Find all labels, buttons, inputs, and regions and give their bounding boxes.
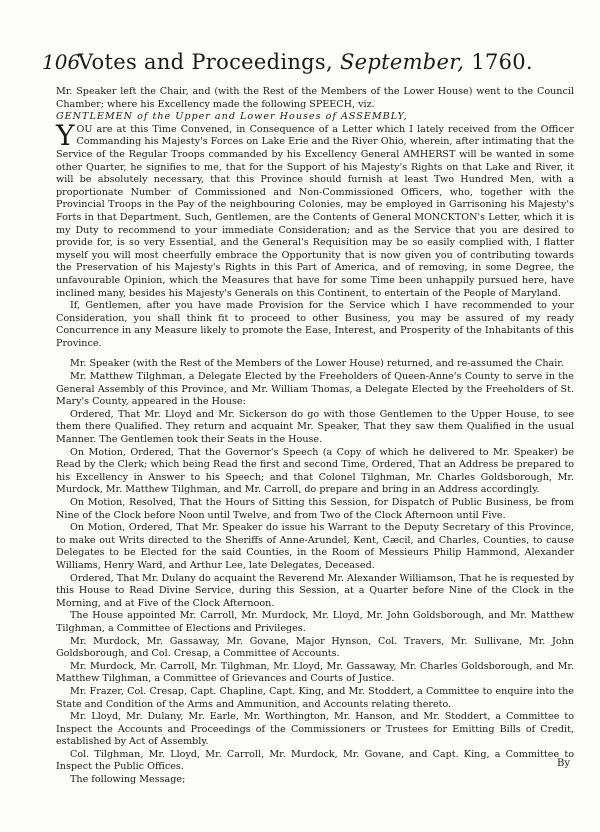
paragraph-hours: On Motion, Resolved, That the Hours of Sitting this Session, for Dispatch of Public Business, be from Nine of the Clock before Noon until Twelve, and from Two of the Clock Afternoon until Five. xyxy=(56,497,574,521)
paragraph-speech-2: If, Gentlemen, after you have made Provision for the Service which I have recommended to your Consideration, you shall think fit to proceed to other Business, you may be assured of my ready Concurrence in any Measure likely to promote the Ease, Interest, and Prosperity of the Inhabitants of this Province. xyxy=(56,300,574,349)
paragraph-message: The following Message; xyxy=(70,774,186,786)
paragraph-return: Mr. Speaker (with the Rest of the Members of the Lower House) returned, and re-assumed the Chair. xyxy=(70,358,564,370)
title-month: September, xyxy=(339,50,465,74)
paragraph-bills-committee: Mr. Lloyd, Mr. Dulany, Mr. Earle, Mr. Worthington, Mr. Hanson, and Mr. Stoddert, a Committee to Inspect the Accounts and Proceedings of the Commissioners or Trustees for Emitting Bills of Credit, established by Act of Assembly. xyxy=(56,711,574,748)
paragraph-speech-1 xyxy=(56,118,574,300)
speech-1-text: OU are at this Time Convened, in Consequence of a Letter which I lately received from the Officer Commanding his Majesty's Forces on Lake Erie and the River Ohio, wherein, after intimating that the Service of the Regular Troops commanded by his Excellency General AMHERST will be wanted in some other Quarter, he signifies to me, that for the Support of his Majesty's Rights on that Lake and River, it will be absolutely necessary, that this Province should furnish at least Two Hundred Men, with a proportionate Number of Commissioned and Non-Commissioned Officers, who, together with the Provincial Troops in the Pay of the neighbouring Colonies, may be employed in Garrisoning his Majesty's Forts in that Department. Such, Gentlemen, are the Contents of General MONCKTON's Letter, which it is my Duty to recommend to your immediate Consideration; and as the Service that you are desired to provide for, is so very Essential, and the General's Requisition may be so easily complied with, I flatter myself you will most cheerfully embrace the Opportunity that is now given you of contributing towards the Preservation of his Majesty's Rights in this Part of America, and of removing, in some Degree, the unfavourable Opinion, which the Measures that have for some Time been unhappily pursued here, have inclined many, besides his Majesty's Generals on this Continent, to entertain of the People of Maryland. xyxy=(56,123,574,299)
title-prefix: Votes and Proceedings, xyxy=(78,50,333,74)
drop-cap: Y xyxy=(56,118,75,152)
page-number: 106 xyxy=(42,50,81,74)
running-title xyxy=(78,50,562,74)
catchword: By xyxy=(557,758,570,769)
paragraph-intro: Mr. Speaker left the Chair, and (with the Rest of the Members of the Lower House) went to the Council Chamber; where his Excellency made the following SPEECH, viz. xyxy=(56,86,574,110)
paragraph-offices-committee: Col. Tilghman, Mr. Lloyd, Mr. Carroll, Mr. Murdock, Mr. Govane, and Capt. King, a Committee to Inspect the Public Offices. xyxy=(56,748,574,773)
paragraph-elections-committee: The House appointed Mr. Carroll, Mr. Murdock, Mr. Lloyd, Mr. John Goldsborough, and Mr. Matthew Tilghman, a Committee of Elections and Privileges. xyxy=(56,610,574,634)
paragraph-grievances-committee: Mr. Murdock, Mr. Carroll, Mr. Tilghman, Mr. Lloyd, Mr. Gassaway, Mr. Charles Goldsborough, and Mr. Matthew Tilghman, a Committee of Grievances and Courts of Justice. xyxy=(56,660,574,685)
title-year: 1760. xyxy=(471,50,533,74)
paragraph-writs: On Motion, Ordered, That Mr. Speaker do issue his Warrant to the Deputy Secretary of this Province, to make out Writs directed to the Sheriffs of Anne-Arundel, Kent, Cæcil, and Charles, Counties, to cause Delegates to be Elected for the said Counties, in the Room of Messieurs Philip Hammond, Alexander Williams, Henry Ward, and Arthur Lee, late Delegates, Deceased. xyxy=(56,522,574,571)
paragraph-arms-committee: Mr. Frazer, Col. Cresap, Capt. Chapline, Capt. King, and Mr. Stoddert, a Committee to enquire into the State and Condition of the Arms and Ammunition, and Accounts relating thereto. xyxy=(56,685,574,710)
paragraph-delegates: Mr. Matthew Tilghman, a Delegate Elected by the Freeholders of Queen-Anne's County to serve in the General Assembly of this Province, and Mr. William Thomas, a Delegate Elected by the Freeholders of St. Mary's County, appeared in the House: xyxy=(56,371,574,408)
speech-address: GENTLEMEN of the Upper and Lower Houses of ASSEMBLY, xyxy=(56,111,408,123)
body-text xyxy=(56,86,574,787)
paragraph-ordered-qualified: Ordered, That Mr. Lloyd and Mr. Sickerson do go with those Gentlemen to the Upper House, to see them there Qualified. They return and acquaint Mr. Speaker, That they saw them Qualified in the usual Manner. The Gentlemen took their Seats in the House. xyxy=(56,408,574,446)
paragraph-accounts-committee: Mr. Murdock, Mr. Gassaway, Mr. Govane, Major Hynson, Col. Travers, Mr. Sullivane, Mr. John Goldsborough, and Col. Cresap, a Committee of Accounts. xyxy=(56,635,574,660)
running-header xyxy=(42,50,562,80)
paragraph-address-committee: On Motion, Ordered, That the Governor's Speech (a Copy of which he delivered to Mr. Speaker) be Read by the Clerk; which being Read the first and second Time, Ordered, That an Address be prepared to his Excellency in Answer to his Speech; and that Colonel Tilghman, Mr. Charles Goldsborough, Mr. Murdock, Mr. Matthew Tilghman, and Mr. Carroll, do prepare and bring in an Address accordingly. xyxy=(56,446,574,496)
paragraph-divine-service: Ordered, That Mr. Dulany do acquaint the Reverend Mr. Alexander Williamson, That he is requested by this House to Read Divine Service, during this Session, at a Quarter before Nine of the Clock in the Morning, and at Five of the Clock Afternoon. xyxy=(56,572,574,609)
